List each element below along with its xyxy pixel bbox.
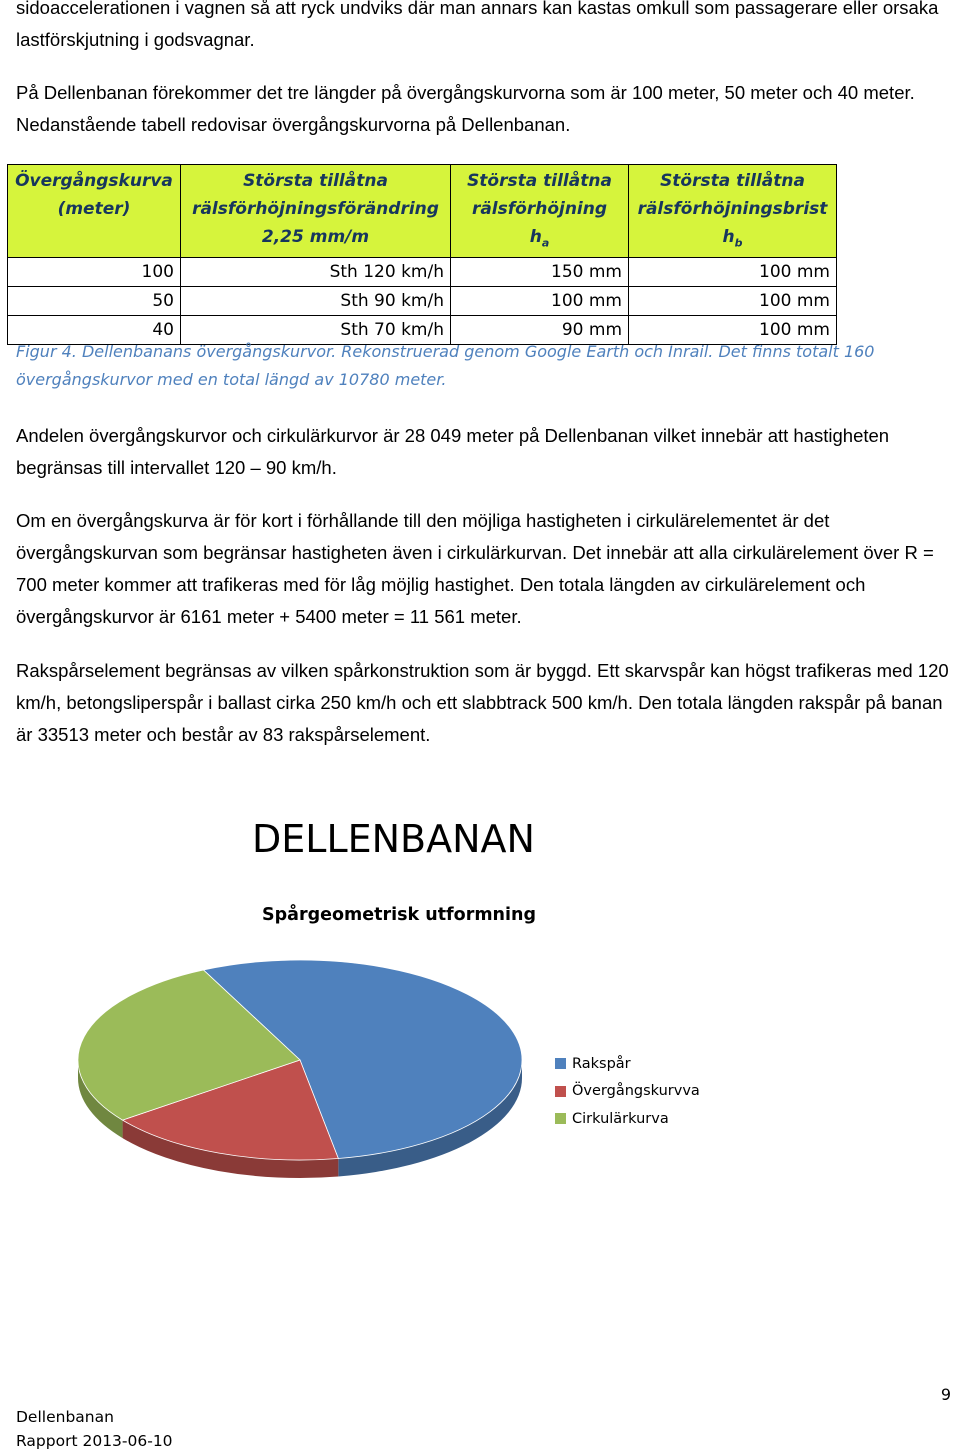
legend-label: Cirkulärkurva [572,1110,669,1127]
header-text: (meter) [57,199,131,219]
legend-item [555,1105,700,1133]
table-cell: 150 mm [451,258,629,287]
header-text: rälsförhöjningsförändring [192,199,439,219]
table-cell: Sth 120 km/h [181,258,451,287]
paragraph-intro: sidoaccelerationen i vagnen så att ryck undviks där man annars kan kastas omkull som passagerare eller orsaka lastförskjutning i godsvagnar. [16,0,939,50]
header-symbol-base: h [722,227,735,247]
table-cell: 90 mm [451,316,629,345]
table-row [8,258,837,287]
legend-label: Rakspår [572,1055,631,1072]
header-text: Största tillåtna [467,171,612,191]
pie-chart [60,950,540,1190]
header-symbol [635,223,830,257]
header-cant-change [181,165,451,258]
header-cant-deficiency [629,165,837,258]
paragraph-straight: Rakspårselement begränsas av vilken spårkonstruktion som är byggd. Ett skarvspår kan högst trafikeras med 120 km/h, betongsliperspår i ballast cirka 250 km/h och ett slabbtrack 500 km/h. Den totala längden rakspår på banan är 33513 meter och består av 83 rakspårselement. [16,660,949,745]
header-transition-curve [8,165,181,258]
table-cell: 40 [8,316,181,345]
header-text: rälsförhöjning [471,199,608,219]
header-text: Största tillåtna [660,171,805,191]
footer-title: Dellenbanan [16,1408,114,1426]
header-text: Största tillåtna [243,171,388,191]
legend-swatch [555,1113,566,1124]
header-text: Övergångskurva [15,171,173,191]
paragraph-share: Andelen övergångskurvor och cirkulärkurvor är 28 049 meter på Dellenbanan vilket innebär att hastigheten begränsas till intervallet 120 – 90 km/h. [16,425,890,478]
table-cell: 100 mm [629,316,837,345]
page-footer [16,1405,173,1453]
header-symbol-sub: a [541,236,550,250]
table-cell: Sth 70 km/h [181,316,451,345]
header-text: 2,25 mm/m [261,227,370,247]
chart-legend [555,1050,700,1133]
table-cell: 100 mm [629,287,837,316]
legend-label: Övergångskurvva [572,1083,700,1100]
header-text: rälsförhöjningsbrist [637,199,828,219]
table-cell: 100 [8,258,181,287]
table-row [8,287,837,316]
legend-item [555,1078,700,1106]
header-symbol [457,223,622,257]
figure-caption: Figur 4. Dellenbanans övergångskurvor. Rekonstruerad genom Google Earth och Inrail. Det finns totalt 160 övergångskurvor med en total längd av 10780 meter. [16,342,875,389]
header-cant [451,165,629,258]
chart-subtitle: Spårgeometrisk utformning [262,905,537,925]
footer-date: Rapport 2013-06-10 [16,1432,173,1450]
page-number: 9 [940,1385,951,1404]
legend-item [555,1050,700,1078]
table-header-row [8,165,837,258]
table-cell: 50 [8,287,181,316]
table-cell: Sth 90 km/h [181,287,451,316]
header-symbol-base: h [529,227,542,247]
table-cell: 100 mm [451,287,629,316]
legend-swatch [555,1086,566,1097]
chart-title: DELLENBANAN [252,817,535,861]
paragraph-transition: Om en övergångskurva är för kort i förhållande till den möjliga hastigheten i cirkulärelementet är det övergångskurvan som begränsar hastigheten även i cirkulärkurvan. Det innebär att alla cirkulärelement över R = 700 meter kommer att trafikeras med för låg möjlig hastighet. Den totala längden av cirkulärelement och övergångskurvor är 6161 meter + 5400 meter = 11 561 meter. [16,510,934,627]
paragraph-lengths: På Dellenbanan förekommer det tre längder på övergångskurvorna som är 100 meter, 50 meter och 40 meter. Nedanstående tabell redovisar övergångskurvorna på Dellenbanan. [16,82,915,135]
legend-swatch [555,1058,566,1069]
table-cell: 100 mm [629,258,837,287]
transition-curve-table [7,164,837,345]
header-symbol-sub: b [734,236,743,250]
